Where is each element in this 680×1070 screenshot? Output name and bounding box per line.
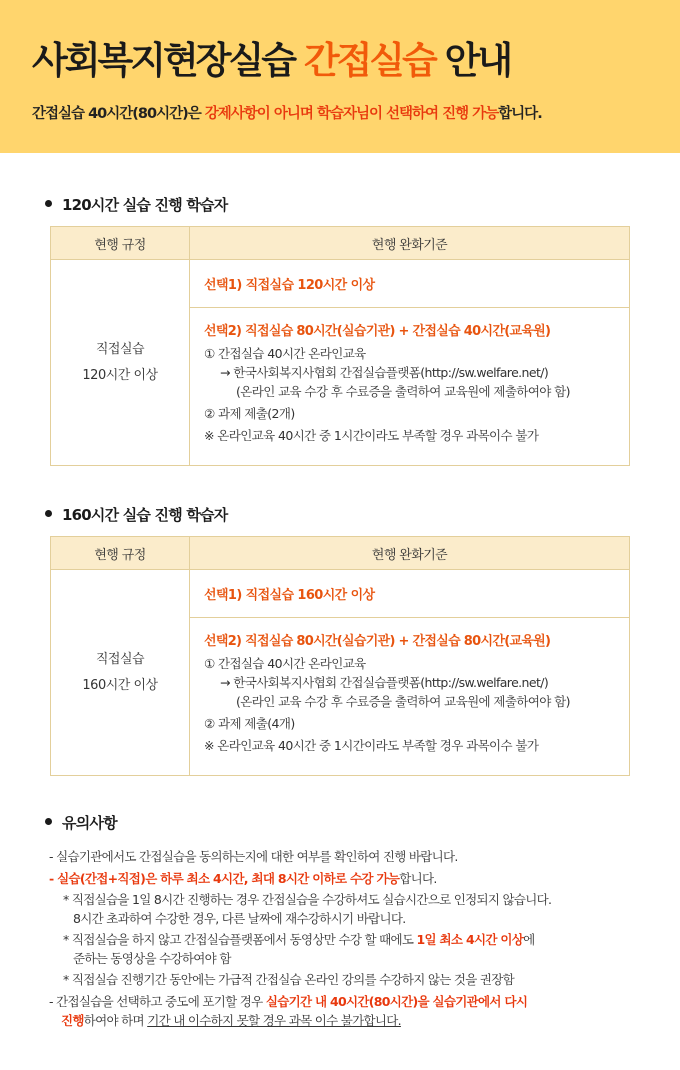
option2-line: ② 과제 제출(4개) [204, 716, 295, 731]
notes-heading-text: 유의사항 [62, 814, 117, 832]
column-header-current: 현행 규정 [51, 227, 190, 260]
note-text: 에 [523, 932, 535, 947]
note-item [45, 992, 655, 1011]
option2-cell [190, 618, 630, 776]
section-heading-text: 160시간 실습 진행 학습자 [62, 506, 228, 524]
title-accent: 간접실습 [303, 39, 435, 82]
notes-section [45, 812, 655, 1030]
header-banner [0, 0, 680, 153]
current-rule-line: 직접실습 [95, 651, 145, 667]
notes-list [45, 847, 655, 1030]
note-underlined: 기간 내 이수하지 못할 경우 과목 이수 불가합니다. [147, 1013, 401, 1028]
column-header-relaxed: 현행 완화기준 [190, 227, 630, 260]
section-heading-160 [45, 504, 227, 525]
column-header-relaxed: 현행 완화기준 [190, 537, 630, 570]
option2-line: ① 간접실습 40시간 온라인교육 [204, 656, 366, 671]
subtitle-pre: 간접실습 40시간(80시간)은 [32, 106, 205, 122]
note-item [45, 869, 655, 888]
current-rule-line: 직접실습 [95, 341, 145, 357]
note-highlight: 진행 [61, 1013, 84, 1028]
platform-link-text: → 한국사회복지사협회 간접실습플랫폼(http://sw.welfare.net/) [220, 365, 549, 380]
note-highlight: 실습기간 내 40시간(80시간)을 실습기관에서 다시 [265, 994, 528, 1009]
rule-table-160 [50, 536, 630, 776]
option2-line: ① 간접실습 40시간 온라인교육 [204, 346, 366, 361]
note-item-cont [45, 1011, 655, 1030]
option1-cell: 선택1) 직접실습 120시간 이상 [190, 260, 630, 308]
option2-title: 선택2) 직접실습 80시간(실습기관) + 간접실습 80시간(교육원) [204, 634, 551, 649]
subtitle-highlight: 강제사항이 아니며 학습자님이 선택하여 진행 가능 [204, 106, 499, 122]
option2-title: 선택2) 직접실습 80시간(실습기관) + 간접실습 40시간(교육원) [204, 324, 551, 339]
note-subitem [45, 930, 655, 949]
section-heading-text: 120시간 실습 진행 학습자 [62, 196, 228, 214]
column-header-current: 현행 규정 [51, 537, 190, 570]
note-highlight: 1일 최소 4시간 이상 [416, 932, 524, 947]
note-text: * 직접실습을 하지 않고 간접실습플랫폼에서 동영상만 수강 할 때에도 [63, 932, 417, 947]
option2-cell [190, 308, 630, 466]
option2-warning: ※ 온라인교육 40시간 중 1시간이라도 부족할 경우 과목이수 불가 [204, 738, 539, 753]
option2-warning: ※ 온라인교육 40시간 중 1시간이라도 부족할 경우 과목이수 불가 [204, 428, 539, 443]
current-rule-cell [51, 570, 190, 776]
page-title [32, 38, 648, 84]
option2-line: (온라인 교육 수강 후 수료증을 출력하여 교육원에 제출하여야 함) [236, 694, 570, 709]
subtitle-post: 합니다. [498, 106, 542, 122]
option1-cell: 선택1) 직접실습 160시간 이상 [190, 570, 630, 618]
bullet-icon [45, 818, 52, 825]
current-rule-hours: 160시간 이상 [82, 677, 158, 693]
note-highlight: - 실습(간접+직접)은 하루 최소 4시간, 최대 8시간 이하로 수강 가능 [49, 871, 400, 886]
bullet-icon [45, 200, 52, 207]
section-heading-120 [45, 194, 227, 215]
title-main: 사회복지현장실습 [32, 39, 304, 82]
platform-link-text: → 한국사회복지사협회 간접실습플랫폼(http://sw.welfare.net/) [220, 675, 549, 690]
note-text: 합니다. [399, 871, 437, 886]
bullet-icon [45, 510, 52, 517]
note-subitem: * 직접실습 진행기간 동안에는 가급적 간접실습 온라인 강의를 수강하지 않는 것을 권장함 [63, 972, 515, 987]
note-subitem-cont: 8시간 초과하여 수강한 경우, 다른 날짜에 재수강하시기 바랍니다. [73, 911, 406, 926]
notes-heading [45, 812, 655, 833]
note-text: 하여야 하며 [83, 1013, 148, 1028]
note-item: - 실습기관에서도 간접실습을 동의하는지에 대한 여부를 확인하여 진행 바랍니다. [49, 849, 458, 864]
current-rule-hours: 120시간 이상 [82, 367, 158, 383]
note-subitem: * 직접실습을 1일 8시간 진행하는 경우 간접실습을 수강하셔도 실습시간으로 인정되지 않습니다. [63, 892, 552, 907]
note-subitem-cont: 준하는 동영상을 수강하여야 함 [73, 951, 231, 966]
option2-line: ② 과제 제출(2개) [204, 406, 295, 421]
option2-line: (온라인 교육 수강 후 수료증을 출력하여 교육원에 제출하여야 함) [236, 384, 570, 399]
note-text: - 간접실습을 선택하고 중도에 포기할 경우 [49, 994, 266, 1009]
rule-table-120 [50, 226, 630, 466]
current-rule-cell [51, 260, 190, 466]
title-end: 안내 [434, 39, 511, 82]
page-subtitle [32, 102, 648, 123]
